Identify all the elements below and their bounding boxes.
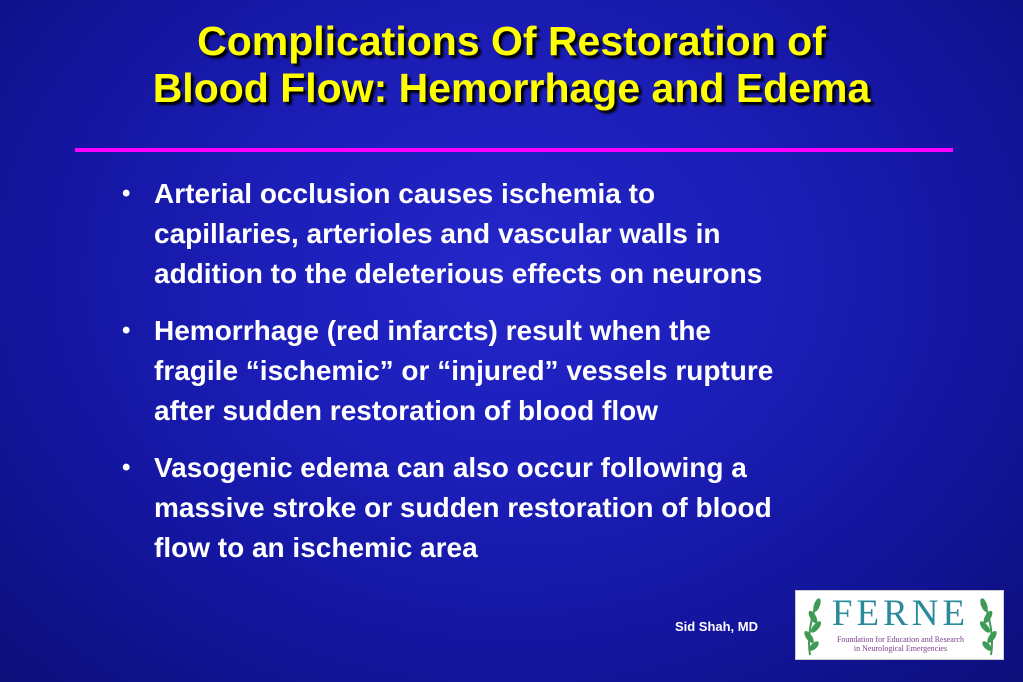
bullet-marker: • xyxy=(122,454,131,481)
bullet-line: Arterial occlusion causes ischemia to xyxy=(154,178,656,209)
bullet-text xyxy=(154,311,972,431)
bullet-line: massive stroke or sudden restoration of blood xyxy=(154,492,772,523)
bullet-marker: • xyxy=(122,317,131,344)
bullet-list xyxy=(112,174,972,585)
title-line-2: Blood Flow: Hemorrhage and Edema xyxy=(152,65,871,111)
logo-subtitle xyxy=(818,635,983,653)
bullet-line: Hemorrhage (red infarcts) result when the xyxy=(154,315,712,346)
ferne-logo xyxy=(795,590,1004,660)
bullet-line: after sudden restoration of blood flow xyxy=(154,395,658,426)
bullet-marker: • xyxy=(122,180,131,207)
logo-subtitle-line: Foundation for Education and Research xyxy=(836,635,965,644)
bullet-item xyxy=(112,174,972,294)
bullet-line: addition to the deleterious effects on neurons xyxy=(154,258,763,289)
bullet-line: capillaries, arterioles and vascular walls in xyxy=(154,218,721,249)
bullet-item xyxy=(112,448,972,568)
bullet-text xyxy=(154,174,972,294)
slide-title xyxy=(0,18,1023,112)
logo-wordmark: FERNE xyxy=(831,593,970,634)
bullet-line: fragile “ischemic” or “injured” vessels rupture xyxy=(154,355,774,386)
bullet-item xyxy=(112,311,972,431)
bullet-line: flow to an ischemic area xyxy=(154,532,478,563)
bullet-line: Vasogenic edema can also occur following a xyxy=(154,452,747,483)
logo-subtitle-line: in Neurological Emergencies xyxy=(853,644,948,653)
author-credit: Sid Shah, MD xyxy=(674,619,758,634)
bullet-text xyxy=(154,448,972,568)
title-line-1: Complications Of Restoration of xyxy=(197,18,826,64)
title-divider xyxy=(75,148,953,152)
